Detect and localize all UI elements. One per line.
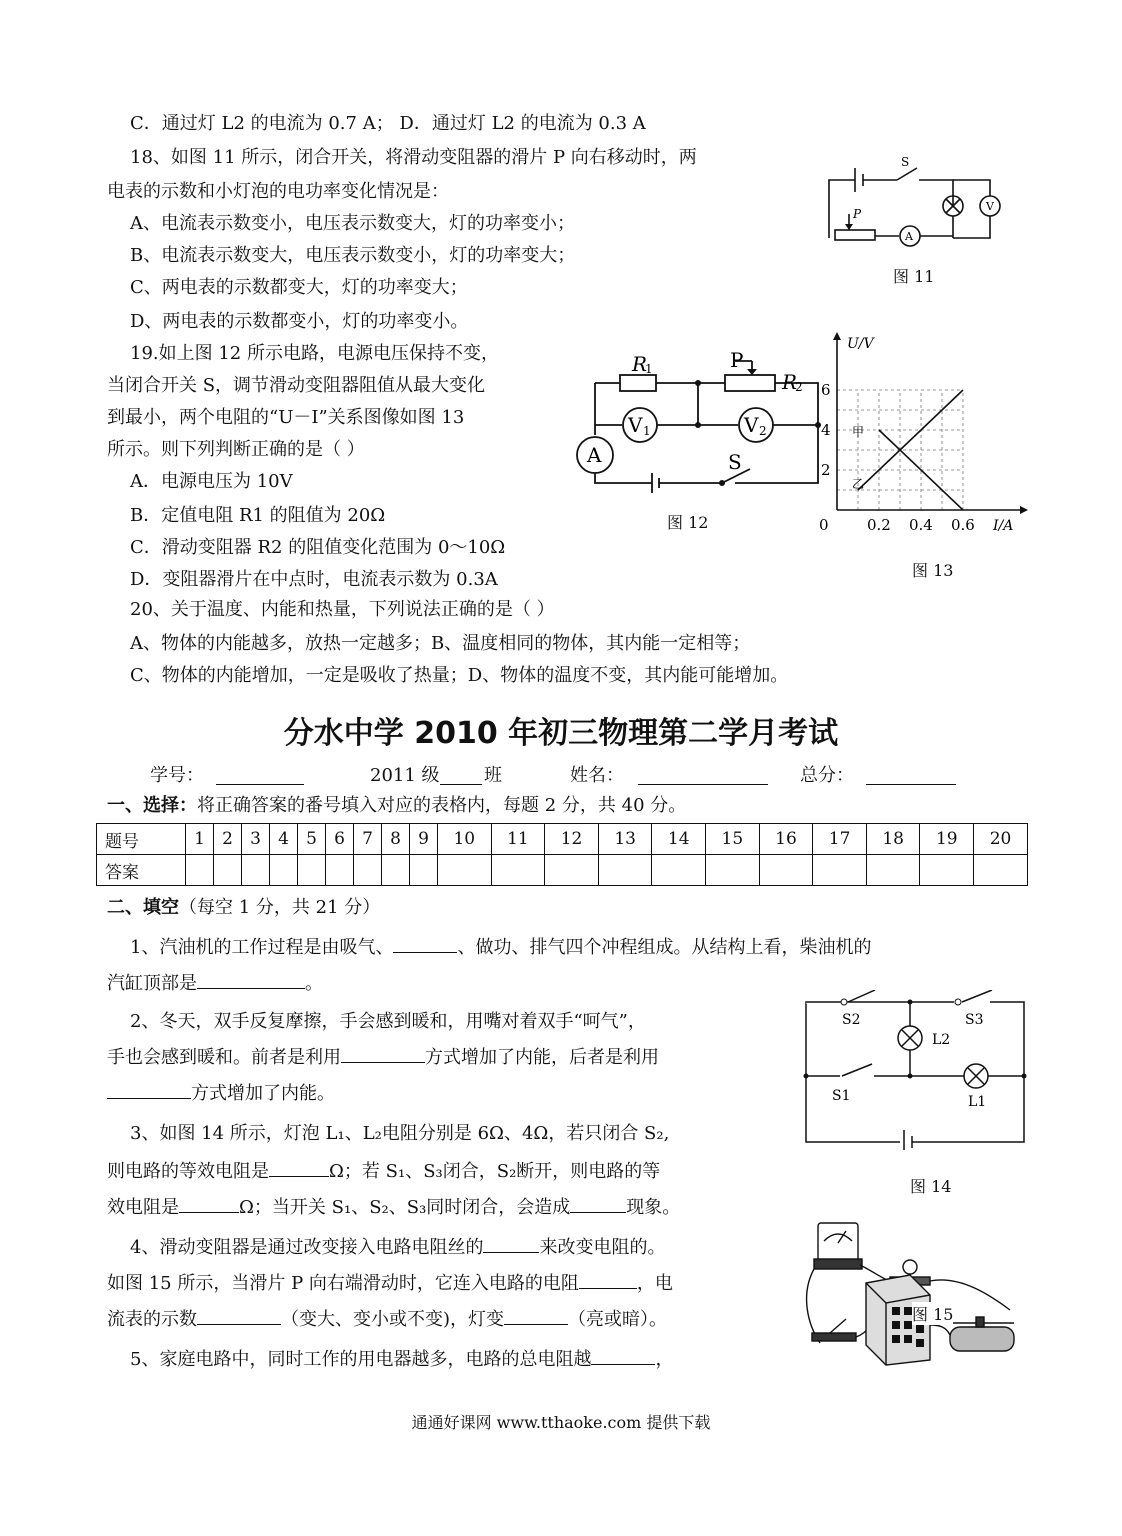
fig12-label-p: P [730,348,744,372]
table-cell-number: 17 [813,824,867,855]
fill-blank[interactable] [393,934,457,953]
q18-option-c: C、两电表的示数都变大，灯的功率变大； [130,277,468,298]
answer-cell[interactable] [410,855,438,886]
chart-xlabel: I/A [993,518,1014,534]
class-label: 班 [484,765,502,786]
fig12-label-v2-sub: 2 [759,424,767,438]
fill-q5-line1 [130,1346,673,1372]
text: （变大、变小或不变)，灯变 [281,1309,505,1330]
fig11-label-v: V [986,200,994,213]
answer-cell[interactable] [759,855,813,886]
table-cell-number: 4 [270,824,298,855]
text: 来改变电阻的。 [539,1237,666,1258]
fig14-label-s3: S3 [965,1012,984,1028]
fig12-label-r1: R [632,352,648,376]
fig11-label-p: P [853,207,862,221]
fig14-label-s1: S1 [832,1088,851,1104]
fill-blank[interactable] [107,1080,191,1099]
q18-stem-line1: 18、如图 11 所示，闭合开关，将滑动变阻器的滑片 P 向右移动时，两 [130,147,697,168]
text: ， [655,1349,674,1370]
text: 效电阻是 [107,1197,179,1218]
answer-cell[interactable] [438,855,492,886]
table-cell-number: 16 [759,824,813,855]
table-cell-number: 3 [242,824,270,855]
fill-blank[interactable] [483,1234,539,1253]
answer-cell[interactable] [382,855,410,886]
q19-stem-line2: 当闭合开关 S，调节滑动变阻器阻值从最大变化 [107,375,486,396]
figure-13-chart [815,330,1030,540]
fill-blank[interactable] [570,1194,626,1213]
figure-15-apparatus [800,1215,1025,1375]
figure-15-caption: 图 15 [912,1302,953,1325]
total-score-label: 总分： [800,765,854,786]
fig14-label-l1: L1 [968,1094,987,1110]
x-tick-label: 0 [819,516,829,534]
y-tick-label: 6 [821,381,831,399]
section-1-desc: 将正确答案的番号填入对应的表格内，每题 2 分，共 40 分。 [197,795,687,816]
text: 方式增加了内能，后者是利用 [425,1047,659,1068]
q18-option-d: D、两电表的示数都变小，灯的功率变小。 [130,311,469,332]
fig12-label-s: S [728,450,742,474]
fill-q3-line2 [107,1158,660,1184]
answer-cell[interactable] [813,855,867,886]
answer-cell[interactable] [270,855,298,886]
fill-q4-line3 [107,1306,667,1332]
table-cell-number: 15 [706,824,760,855]
q18-option-a: A、电流表示数变小，电压表示数变大，灯的功率变小； [130,213,575,234]
y-tick-label: 2 [821,461,831,479]
chart-ylabel: U/V [847,336,874,352]
section-2-desc: （每空 1 分，共 21 分） [179,897,381,918]
fill-q3-line1: 3、如图 14 所示，灯泡 L₁、L₂电阻分别是 6Ω、4Ω，若只闭合 S₂, [130,1123,670,1144]
fill-blank[interactable] [504,1306,568,1325]
total-score-blank[interactable] [866,766,956,785]
series-label-yi: 乙 [852,477,865,491]
q19-option-b: B．定值电阻 R1 的阻值为 20Ω [130,505,386,526]
table-cell-number: 18 [866,824,920,855]
section-2-heading [107,896,380,920]
answer-cell[interactable] [214,855,242,886]
table-cell-number: 11 [491,824,545,855]
answer-cell[interactable] [186,855,214,886]
fill-q4-line2 [107,1270,673,1296]
table-cell-number: 19 [920,824,974,855]
fill-blank[interactable] [197,970,305,989]
text: 1、汽油机的工作过程是由吸气、 [130,937,394,958]
grade-label: 2011 级 [370,765,440,786]
fig12-label-r2: R [782,370,798,394]
fill-blank[interactable] [269,1158,329,1177]
table-cell-number: 2 [214,824,242,855]
series-line-jia [858,390,963,490]
figure-11-caption: 图 11 [893,267,935,286]
text: 4、滑动变阻器是通过改变接入电路电阻丝的 [130,1237,484,1258]
fig12-label-r2-sub: 2 [795,380,803,394]
fill-blank[interactable] [197,1306,281,1325]
section-1-title: 一、选择： [107,795,197,816]
table-cell-number: 13 [598,824,652,855]
x-tick-label: 0.2 [867,516,891,534]
fig11-label-a: A [905,230,913,243]
fig12-label-r1-sub: 1 [645,362,653,376]
answer-cell[interactable] [920,855,974,886]
section-2-title: 二、填空 [107,897,179,918]
table-cell-number: 6 [326,824,354,855]
q19-stem-line4: 所示。则下列判断正确的是（ ） [107,439,365,460]
answer-cell[interactable] [652,855,706,886]
figure-14-circuit [800,990,1030,1150]
exam-title: 分水中学 2010 年初三物理第二学月考试 [283,716,839,751]
answer-cell[interactable] [866,855,920,886]
q19-stem-line3: 到最小，两个电阻的“U－I”关系图像如图 13 [107,407,465,428]
answer-cell[interactable] [326,855,354,886]
figure-13-caption: 图 13 [912,561,954,580]
q20-options-ab: A、物体的内能越多，放热一定越多；B、温度相同的物体，其内能一定相等； [130,633,751,654]
fill-blank[interactable] [341,1044,425,1063]
figure-12-circuit [570,345,825,500]
table-cell-number: 7 [354,824,382,855]
fill-q3-line3 [107,1194,680,1220]
q18-option-b: B、电流表示数变大，电压表示数变小，灯的功率变大； [130,245,576,266]
fill-blank[interactable] [579,1270,637,1289]
answer-cell[interactable] [242,855,270,886]
figure-12-caption: 图 12 [667,513,709,532]
answer-cell[interactable] [706,855,760,886]
section-1-heading [107,794,686,818]
fill-blank[interactable] [591,1346,655,1365]
table-cell-number: 14 [652,824,706,855]
x-tick-label: 0.4 [909,516,933,534]
text: （亮或暗）。 [568,1309,668,1330]
fill-q2-line2 [107,1044,659,1070]
fill-q4-line1 [130,1234,665,1260]
text: 。 [305,973,323,994]
q19-option-c: C．滑动变阻器 R2 的阻值变化范围为 0～10Ω [130,537,506,558]
text: Ω；当开关 S₁、S₂、S₃同时闭合，会造成 [239,1197,571,1218]
name-blank[interactable] [638,766,768,785]
fig12-label-v1: V [628,413,643,437]
fill-q2-line1: 2、冬天，双手反复摩擦，手会感到暖和，用嘴对着双手“呵气”， [130,1011,646,1032]
text: 流表的示数 [107,1309,197,1330]
series-label-jia: 甲 [852,425,865,439]
table-cell-number: 5 [298,824,326,855]
table-row-answers [97,855,1028,886]
q17-option-cd: C．通过灯 L2 的电流为 0.7 A； D．通过灯 L2 的电流为 0.3 A [130,113,646,134]
fig14-label-s2: S2 [842,1012,861,1028]
table-cell-number: 8 [382,824,410,855]
text: ，电 [636,1273,673,1294]
q19-option-d: D．变阻器滑片在中点时，电流表示数为 0.3A [130,569,498,590]
text: Ω；若 S₁、S₃闭合，S₂断开，则电路的等 [329,1161,661,1182]
fig12-label-v2: V [744,413,759,437]
table-cell-number: 20 [974,824,1028,855]
table-cell-number: 1 [186,824,214,855]
q20-stem: 20、关于温度、内能和热量，下列说法正确的是（ ） [130,599,555,620]
answer-cell[interactable] [491,855,545,886]
answer-cell[interactable] [545,855,599,886]
student-id-blank[interactable] [216,766,304,785]
answer-cell[interactable] [354,855,382,886]
text: 汽缸顶部是 [107,973,197,994]
fill-q1-line1 [130,934,871,960]
student-id-label: 学号： [150,765,204,786]
y-tick-label: 4 [821,421,831,439]
fill-blank[interactable] [179,1194,239,1213]
fig12-label-a: A [587,443,602,467]
q20-options-cd: C、物体的内能增加，一定是吸收了热量；D、物体的温度不变，其内能可能增加。 [130,665,789,686]
text: 现象。 [626,1197,681,1218]
text: 则电路的等效电阻是 [107,1161,269,1182]
q19-option-a: A．电源电压为 10V [130,471,293,492]
answer-cell[interactable] [598,855,652,886]
fig11-label-s: S [901,155,910,169]
fig12-label-v1-sub: 1 [643,424,651,438]
text: 方式增加了内能。 [191,1083,335,1104]
page-footer: 通通好课网 www.tthaoke.com 提供下载 [411,1413,711,1432]
table-row-numbers [97,824,1028,855]
answer-cell[interactable] [298,855,326,886]
name-label: 姓名： [570,765,624,786]
table-header-number: 题号 [97,824,186,855]
figure-11-circuit [815,150,1010,250]
table-cell-number: 12 [545,824,599,855]
fill-q2-line3 [107,1080,335,1106]
class-blank[interactable] [440,766,482,785]
text: 如图 15 所示，当滑片 P 向右端滑动时，它连入电路的电阻 [107,1273,579,1294]
text: 、做功、排气四个冲程组成。从结构上看，柴油机的 [457,937,872,958]
answer-cell[interactable] [974,855,1028,886]
answer-table [96,823,1028,886]
figure-14-caption: 图 14 [910,1177,952,1196]
table-cell-number: 9 [410,824,438,855]
table-cell-number: 10 [438,824,492,855]
q19-stem-line1: 19.如上图 12 所示电路，电源电压保持不变， [130,343,499,364]
fill-q1-line2 [107,970,323,996]
text: 5、家庭电路中，同时工作的用电器越多，电路的总电阻越 [130,1349,592,1370]
table-header-answer: 答案 [97,855,186,886]
text: 手也会感到暖和。前者是利用 [107,1047,341,1068]
fig14-label-l2: L2 [932,1032,951,1048]
x-tick-label: 0.6 [951,516,975,534]
q18-stem-line2: 电表的示数和小灯泡的电功率变化情况是： [107,181,449,202]
